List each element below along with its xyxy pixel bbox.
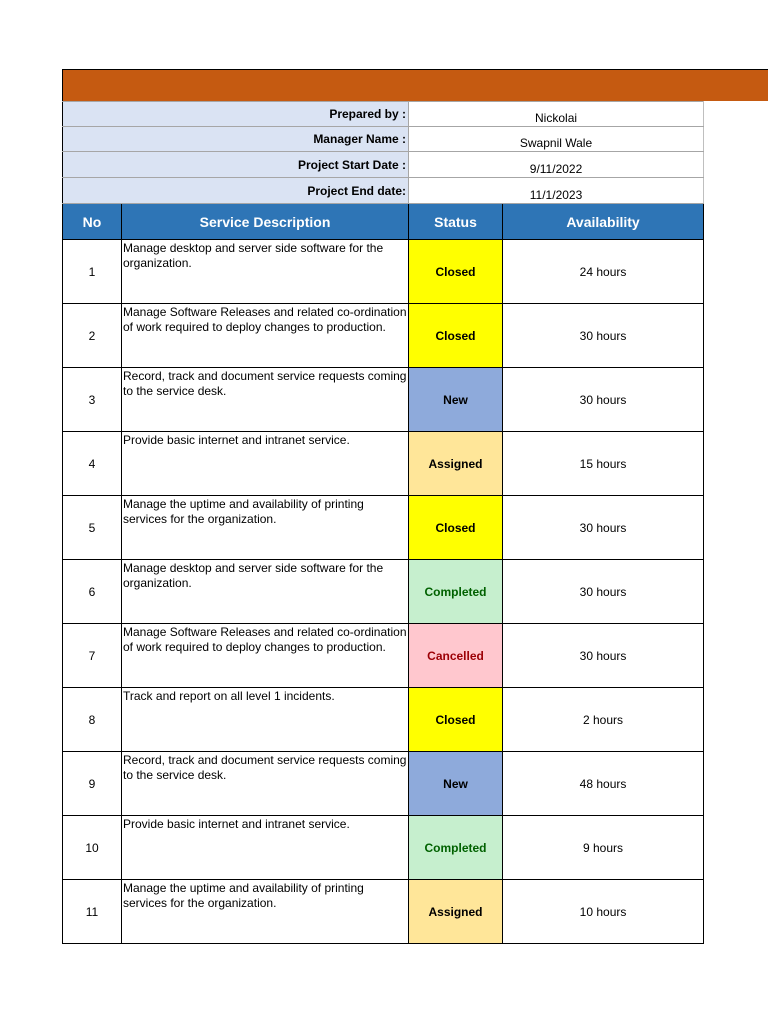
manager-name-label: Manager Name : [63,127,409,152]
table-row [63,368,704,432]
info-row-prepared-by [63,102,704,127]
row-number[interactable]: 6 [63,560,122,624]
project-end-date-label: Project End date: [63,178,409,204]
service-description[interactable]: Manage Software Releases and related co-ordination of work required to deploy changes to production. [122,624,409,688]
service-description[interactable]: Manage desktop and server side software for the organization. [122,240,409,304]
service-description[interactable]: Record, track and document service requests coming to the service desk. [122,752,409,816]
availability[interactable]: 10 hours [503,880,704,944]
service-description[interactable]: Provide basic internet and intranet service. [122,816,409,880]
service-description[interactable]: Track and report on all level 1 incidents. [122,688,409,752]
title-bar [62,69,768,101]
availability[interactable]: 30 hours [503,368,704,432]
row-number[interactable]: 5 [63,496,122,560]
status-badge[interactable]: New [409,368,503,432]
row-number[interactable]: 9 [63,752,122,816]
availability[interactable]: 30 hours [503,624,704,688]
table-row [63,432,704,496]
manager-name-value[interactable]: Swapnil Wale [409,127,704,152]
column-header-no[interactable]: No [63,204,122,240]
availability[interactable]: 48 hours [503,752,704,816]
status-badge[interactable]: Assigned [409,880,503,944]
info-row-project-end-date [63,178,704,204]
service-description[interactable]: Record, track and document service requests coming to the service desk. [122,368,409,432]
info-row-manager-name [63,127,704,152]
status-badge[interactable]: Cancelled [409,624,503,688]
table-row [63,688,704,752]
row-number[interactable]: 2 [63,304,122,368]
row-number[interactable]: 10 [63,816,122,880]
info-row-project-start-date [63,152,704,178]
prepared-by-value[interactable]: Nickolai [409,102,704,127]
table-row [63,496,704,560]
table-row [63,240,704,304]
service-description[interactable]: Manage desktop and server side software for the organization. [122,560,409,624]
status-badge[interactable]: Closed [409,688,503,752]
row-number[interactable]: 4 [63,432,122,496]
service-table [62,101,704,944]
table-row [63,880,704,944]
availability[interactable]: 24 hours [503,240,704,304]
service-description[interactable]: Manage the uptime and availability of printing services for the organization. [122,880,409,944]
row-number[interactable]: 11 [63,880,122,944]
table-body [63,240,704,944]
status-badge[interactable]: Completed [409,816,503,880]
availability[interactable]: 9 hours [503,816,704,880]
status-badge[interactable]: Closed [409,240,503,304]
service-description[interactable]: Manage Software Releases and related co-ordination of work required to deploy changes to production. [122,304,409,368]
availability[interactable]: 30 hours [503,560,704,624]
column-header-service-description[interactable]: Service Description [122,204,409,240]
availability[interactable]: 15 hours [503,432,704,496]
status-badge[interactable]: Completed [409,560,503,624]
row-number[interactable]: 8 [63,688,122,752]
table-row [63,624,704,688]
table-row [63,816,704,880]
table-row [63,560,704,624]
status-badge[interactable]: Closed [409,304,503,368]
table-row [63,752,704,816]
availability[interactable]: 2 hours [503,688,704,752]
project-start-date-value[interactable]: 9/11/2022 [409,152,704,178]
row-number[interactable]: 1 [63,240,122,304]
row-number[interactable]: 3 [63,368,122,432]
row-number[interactable]: 7 [63,624,122,688]
status-badge[interactable]: Assigned [409,432,503,496]
service-description[interactable]: Manage the uptime and availability of printing services for the organization. [122,496,409,560]
availability[interactable]: 30 hours [503,496,704,560]
availability[interactable]: 30 hours [503,304,704,368]
column-header-status[interactable]: Status [409,204,503,240]
project-start-date-label: Project Start Date : [63,152,409,178]
service-description[interactable]: Provide basic internet and intranet service. [122,432,409,496]
table-header [63,204,704,240]
table-row [63,304,704,368]
prepared-by-label: Prepared by : [63,102,409,127]
column-header-availability[interactable]: Availability [503,204,704,240]
status-badge[interactable]: Closed [409,496,503,560]
status-badge[interactable]: New [409,752,503,816]
project-end-date-value[interactable]: 11/1/2023 [409,178,704,204]
